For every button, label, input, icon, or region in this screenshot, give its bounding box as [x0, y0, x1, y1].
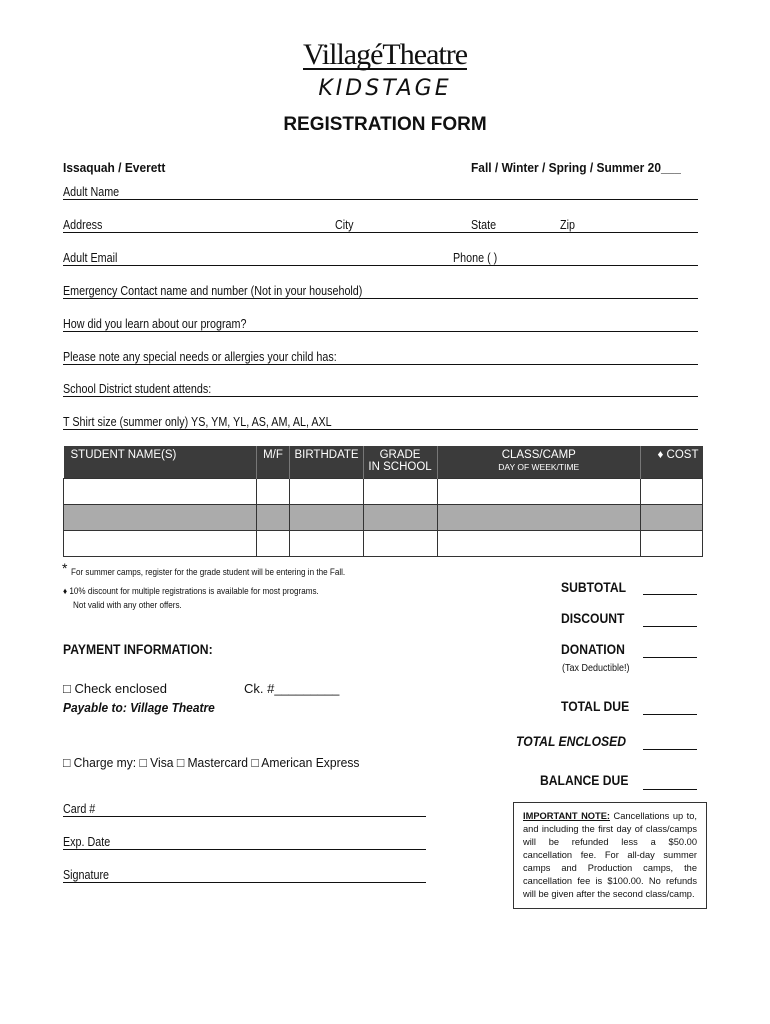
- grade-cell[interactable]: [363, 505, 437, 531]
- footnote-star: *: [62, 560, 68, 576]
- discount-label: DISCOUNT: [561, 611, 625, 626]
- tax-deductible-note: (Tax Deductible!): [562, 663, 630, 674]
- card-number-label: Card #: [63, 802, 96, 816]
- payment-heading: PAYMENT INFORMATION:: [63, 642, 213, 657]
- locations: Issaquah / Everett: [63, 160, 166, 175]
- cost-cell[interactable]: [641, 479, 703, 505]
- adult-name-field[interactable]: [63, 199, 698, 200]
- balance-due-label: BALANCE DUE: [540, 773, 629, 788]
- form-title: REGISTRATION FORM: [283, 114, 487, 135]
- footnote-not-valid: Not valid with any other offers.: [73, 600, 182, 610]
- birthdate-cell[interactable]: [290, 505, 363, 531]
- state-label: State: [471, 218, 497, 232]
- exp-date-label: Exp. Date: [63, 835, 111, 849]
- city-label: City: [335, 218, 354, 232]
- tshirt-label: T Shirt size (summer only) YS, YM, YL, AS, AM, AL, AXL: [63, 415, 332, 429]
- header-student-name: STUDENT NAME(S): [64, 446, 257, 479]
- adult-name-label: Adult Name: [63, 185, 120, 199]
- total-due-label: TOTAL DUE: [561, 699, 630, 714]
- check-number-field[interactable]: Ck. #_________: [244, 681, 340, 696]
- subtotal-label: SUBTOTAL: [561, 580, 627, 595]
- emergency-field[interactable]: [63, 298, 698, 299]
- important-note-label: IMPORTANT NOTE:: [523, 811, 610, 821]
- discount-field[interactable]: [643, 626, 697, 627]
- email-field[interactable]: [63, 265, 698, 266]
- footnote-summer: For summer camps, register for the grade student will be entering in the Fall.: [71, 567, 346, 577]
- address-field[interactable]: [63, 232, 698, 233]
- card-number-field[interactable]: [63, 816, 426, 817]
- zip-label: Zip: [560, 218, 575, 232]
- student-name-cell[interactable]: [64, 479, 257, 505]
- how-heard-label: How did you learn about our program?: [63, 317, 247, 331]
- student-table: [63, 446, 703, 557]
- special-needs-field[interactable]: [63, 364, 698, 365]
- class-cell[interactable]: [437, 531, 641, 557]
- table-row: [64, 479, 703, 505]
- tshirt-field[interactable]: [63, 429, 698, 430]
- special-needs-label: Please note any special needs or allergies your child has:: [63, 350, 337, 364]
- adult-email-label: Adult Email: [63, 251, 118, 265]
- mf-cell[interactable]: [256, 531, 290, 557]
- mf-cell[interactable]: [256, 479, 290, 505]
- class-cell[interactable]: [437, 479, 641, 505]
- signature-label: Signature: [63, 868, 110, 882]
- student-name-cell[interactable]: [64, 505, 257, 531]
- header-grade: GRADE IN SCHOOL: [363, 446, 437, 479]
- balance-due-field[interactable]: [643, 789, 697, 790]
- subtotal-field[interactable]: [643, 594, 697, 595]
- how-heard-field[interactable]: [63, 331, 698, 332]
- birthdate-cell[interactable]: [290, 531, 363, 557]
- school-district-label: School District student attends:: [63, 382, 212, 396]
- village-theatre-logo: VillagéTheatre: [302, 38, 468, 71]
- header-cost: ♦ COST: [641, 446, 703, 479]
- header-mf: M/F: [256, 446, 290, 479]
- footnote-discount: ♦ 10% discount for multiple registrations is available for most programs.: [63, 586, 319, 596]
- important-note-text: Cancellations up to, and including the first day of class/camps will be refunded less a $50.00 cancellation fee. For all-day summer camps and Production camps, the cancellation fee is $100.00. No refunds will be given after the second class/camp.: [523, 811, 697, 899]
- cost-cell[interactable]: [641, 531, 703, 557]
- class-cell[interactable]: [437, 505, 641, 531]
- check-enclosed-checkbox[interactable]: □ Check enclosed: [63, 681, 167, 696]
- signature-field[interactable]: [63, 882, 426, 883]
- header-class-camp: CLASS/CAMP DAY OF WEEK/TIME: [437, 446, 641, 479]
- school-district-field[interactable]: [63, 396, 698, 397]
- cost-cell[interactable]: [641, 505, 703, 531]
- total-enclosed-label: TOTAL ENCLOSED: [516, 734, 627, 749]
- table-row: [64, 531, 703, 557]
- header-birthdate: BIRTHDATE: [290, 446, 363, 479]
- phone-label: Phone ( ): [453, 251, 498, 265]
- kidstage-logo: KIDSTAGE: [318, 76, 452, 101]
- table-row: [64, 505, 703, 531]
- charge-options[interactable]: □ Charge my: □ Visa □ Mastercard □ American Express: [63, 755, 360, 770]
- birthdate-cell[interactable]: [290, 479, 363, 505]
- grade-cell[interactable]: [363, 531, 437, 557]
- grade-cell[interactable]: [363, 479, 437, 505]
- address-label: Address: [63, 218, 103, 232]
- important-note-box: [513, 802, 707, 909]
- table-header-row: [64, 446, 703, 479]
- total-due-field[interactable]: [643, 714, 697, 715]
- payable-to: Payable to: Village Theatre: [63, 700, 215, 715]
- donation-label: DONATION: [561, 642, 625, 657]
- mf-cell[interactable]: [256, 505, 290, 531]
- exp-date-field[interactable]: [63, 849, 426, 850]
- season: Fall / Winter / Spring / Summer 20___: [471, 160, 681, 175]
- total-enclosed-field[interactable]: [643, 749, 697, 750]
- donation-field[interactable]: [643, 657, 697, 658]
- student-name-cell[interactable]: [64, 531, 257, 557]
- emergency-label: Emergency Contact name and number (Not in your household): [63, 284, 363, 298]
